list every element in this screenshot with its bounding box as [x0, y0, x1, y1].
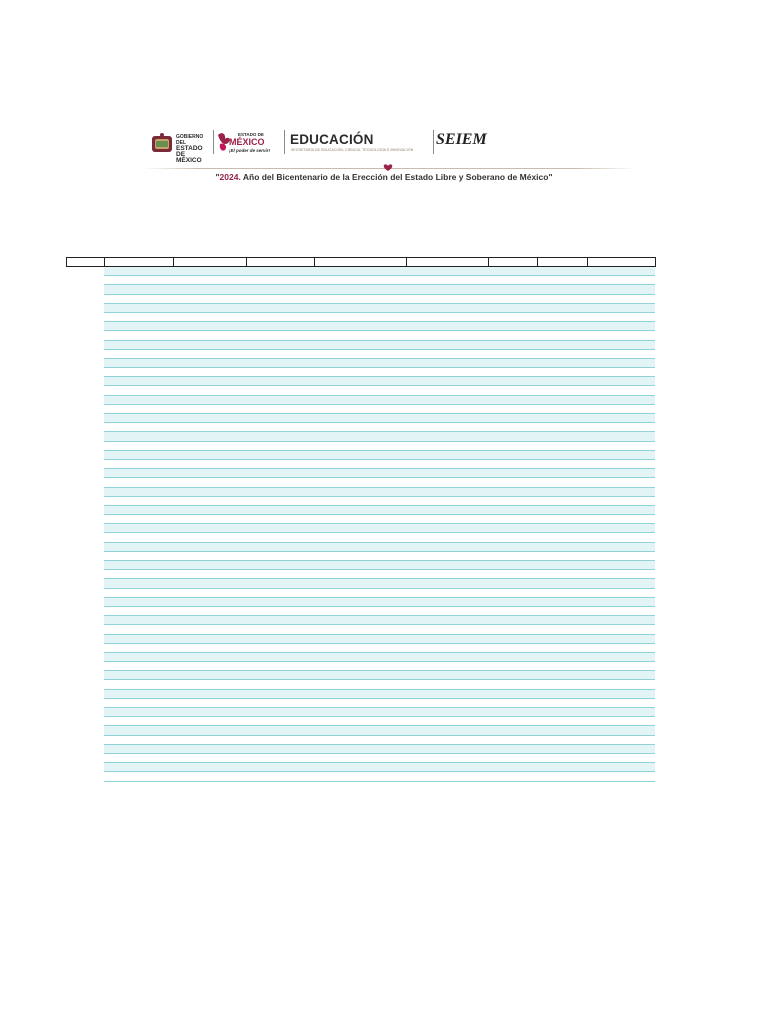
table-row — [104, 414, 655, 423]
table-header-cell — [314, 257, 407, 267]
table-row — [104, 359, 655, 368]
table-header-cell — [173, 257, 247, 267]
table-row — [104, 322, 655, 331]
table-row — [104, 488, 655, 497]
table-row — [104, 763, 655, 772]
table-body — [104, 267, 655, 782]
table-row — [104, 671, 655, 680]
table-row — [104, 478, 655, 487]
logo-separator — [433, 130, 434, 154]
educacion-title: EDUCACIÓN — [290, 132, 374, 147]
table-row — [104, 276, 655, 285]
table-row — [104, 386, 655, 395]
table-row — [104, 267, 655, 276]
table-row — [104, 442, 655, 451]
table-row — [104, 533, 655, 542]
table-row — [104, 432, 655, 441]
table-row — [104, 368, 655, 377]
table-row — [104, 772, 655, 781]
table-row — [104, 579, 655, 588]
table-row — [104, 607, 655, 616]
table-row — [104, 690, 655, 699]
table-row — [104, 313, 655, 322]
table-row — [104, 515, 655, 524]
seiem-logo: SEIEM — [436, 131, 487, 148]
table-header-cell — [66, 257, 105, 267]
state-seal-icon — [150, 132, 174, 154]
table-row — [104, 717, 655, 726]
svg-text:MÉXICO: MÉXICO — [229, 137, 265, 147]
table-row — [104, 635, 655, 644]
table-header-cell — [587, 257, 656, 267]
estado-de-mexico-logo — [216, 130, 276, 156]
motto-open-quote: " — [215, 172, 220, 182]
table-header-cell — [246, 257, 315, 267]
table-row — [104, 699, 655, 708]
table-row — [104, 552, 655, 561]
government-label — [176, 134, 210, 164]
table-row — [104, 662, 655, 671]
svg-text:¡El poder de servir!: ¡El poder de servir! — [229, 148, 271, 153]
table-row — [104, 570, 655, 579]
header-logos — [150, 128, 510, 164]
gov-line-1: GOBIERNO DEL — [176, 134, 204, 146]
table-row — [104, 616, 655, 625]
table-header-cell — [406, 257, 489, 267]
svg-text:ESTADO DE: ESTADO DE — [238, 132, 264, 137]
table-row — [104, 524, 655, 533]
table-row — [104, 497, 655, 506]
table-row — [104, 341, 655, 350]
ornament-icon — [382, 163, 394, 172]
table-row — [104, 469, 655, 478]
table-row — [104, 625, 655, 634]
table-row — [104, 423, 655, 432]
table-row — [104, 331, 655, 340]
table-row — [104, 598, 655, 607]
educacion-subtitle: SECRETARÍA DE EDUCACIÓN, CIENCIA, TECNOLOGÍA E INNOVACIÓN — [291, 148, 414, 152]
table-row — [104, 405, 655, 414]
motto-year: 2024. — [219, 172, 241, 182]
gov-line-3: MÉXICO — [176, 157, 202, 164]
table-row — [104, 295, 655, 304]
table-row — [104, 736, 655, 745]
table-row — [104, 506, 655, 515]
gov-line-2: ESTADO DE — [176, 145, 203, 158]
table-row — [104, 708, 655, 717]
table-row — [104, 653, 655, 662]
table-header-cell — [488, 257, 538, 267]
table-row — [104, 726, 655, 735]
table-row — [104, 350, 655, 359]
table-row — [104, 644, 655, 653]
table-row — [104, 745, 655, 754]
table-row — [104, 754, 655, 763]
logo-separator — [284, 130, 285, 154]
table-header-row — [66, 257, 656, 267]
motto-line — [0, 172, 768, 182]
table-row — [104, 396, 655, 405]
table-header-cell — [537, 257, 588, 267]
table-row — [104, 377, 655, 386]
table-row — [104, 451, 655, 460]
table-row — [104, 543, 655, 552]
table-row — [104, 285, 655, 294]
table-row — [104, 460, 655, 469]
table-row — [104, 680, 655, 689]
table-row — [104, 561, 655, 570]
table-row — [104, 304, 655, 313]
table-header-cell — [104, 257, 174, 267]
table-row — [104, 589, 655, 598]
motto-text: Año del Bicentenario de la Erección del Estado Libre y Soberano de México" — [240, 172, 553, 182]
logo-separator — [213, 130, 214, 154]
